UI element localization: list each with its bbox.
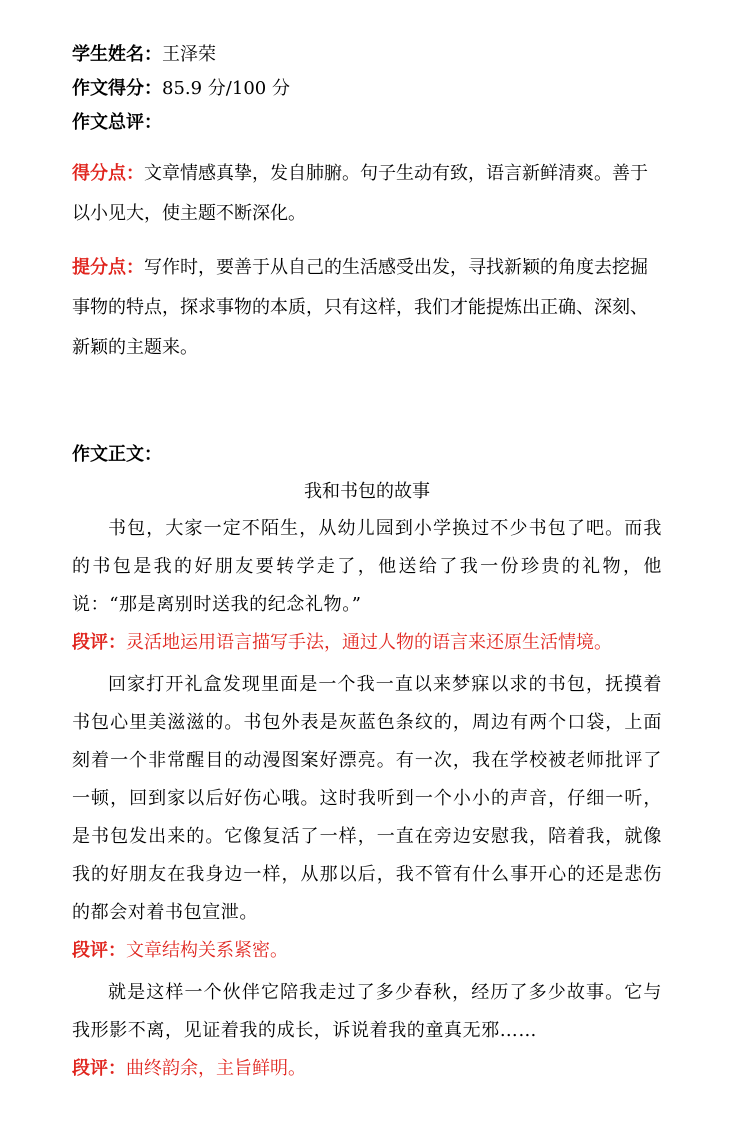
essay-title: 我和书包的故事 bbox=[304, 481, 430, 502]
paragraph-comment-3-label: 段评： bbox=[72, 1058, 126, 1079]
student-name-value: 王泽荣 bbox=[162, 44, 216, 65]
paragraph-comment-1-text: 灵活地运用语言描写手法，通过人物的语言来还原生活情境。 bbox=[126, 632, 612, 653]
review-label: 作文总评： bbox=[72, 112, 162, 133]
improve-text: 写作时，要善于从自己的生活感受出发，寻找新颖的角度去挖掘事物的特点，探求事物的本质，只有这样，我们才能提炼出正确、深刻、新颖的主题来。 bbox=[72, 257, 648, 358]
score-label: 作文得分： bbox=[72, 78, 162, 99]
paragraph-comment-1-label: 段评： bbox=[72, 632, 126, 653]
improve-label: 提分点： bbox=[72, 257, 144, 278]
strengths-label: 得分点： bbox=[72, 163, 144, 184]
document-page bbox=[72, 38, 662, 1092]
paragraph-comment-2-label: 段评： bbox=[72, 940, 126, 961]
review-heading bbox=[72, 106, 662, 140]
improve-comment bbox=[72, 248, 662, 368]
paragraph-comment-2-text: 文章结构关系紧密。 bbox=[126, 940, 288, 961]
score-line bbox=[72, 72, 662, 106]
essay-paragraph-2: 回家打开礼盒发现里面是一个我一直以来梦寐以求的书包，抚摸着书包心里美滋滋的。书包外表是灰蓝色条纹的，周边有两个口袋，上面刻着一个非常醒目的动漫图案好漂亮。有一次，我在学校被老师批评了一顿，回到家以后好伤心哦。这时我听到一个小小的声音，仔细一听，是书包发出来的。它像复活了一样，一直在旁边安慰我，陪着我，就像我的好朋友在我身边一样，从那以后，我不管有什么事开心的还是悲伤的都会对着书包宣泄。 bbox=[72, 674, 662, 923]
paragraph-comment-1 bbox=[72, 624, 662, 662]
score-value: 85.9 分/100 分 bbox=[162, 78, 290, 99]
student-name-line bbox=[72, 38, 662, 72]
essay-paragraph-1: 书包，大家一定不陌生，从幼儿园到小学换过不少书包了吧。而我的书包是我的好朋友要转学走了，他送给了我一份珍贵的礼物，他说：“那是离别时送我的纪念礼物。” bbox=[72, 518, 662, 615]
essay-body-label: 作文正文： bbox=[72, 444, 162, 465]
paragraph-comment-3 bbox=[72, 1050, 662, 1088]
paragraph-comment-2 bbox=[72, 932, 662, 970]
essay-paragraph-3: 就是这样一个伙伴它陪我走过了多少春秋，经历了多少故事。它与我形影不离，见证着我的成长，诉说着我的童真无邪…… bbox=[72, 982, 662, 1041]
strengths-text: 文章情感真挚，发自肺腑。句子生动有致，语言新鲜清爽。善于以小见大，使主题不断深化。 bbox=[72, 163, 648, 224]
strengths-comment bbox=[72, 154, 662, 234]
paragraph-comment-3-text: 曲终韵余，主旨鲜明。 bbox=[126, 1058, 306, 1079]
essay-body-heading bbox=[72, 438, 662, 472]
student-name-label: 学生姓名： bbox=[72, 44, 162, 65]
